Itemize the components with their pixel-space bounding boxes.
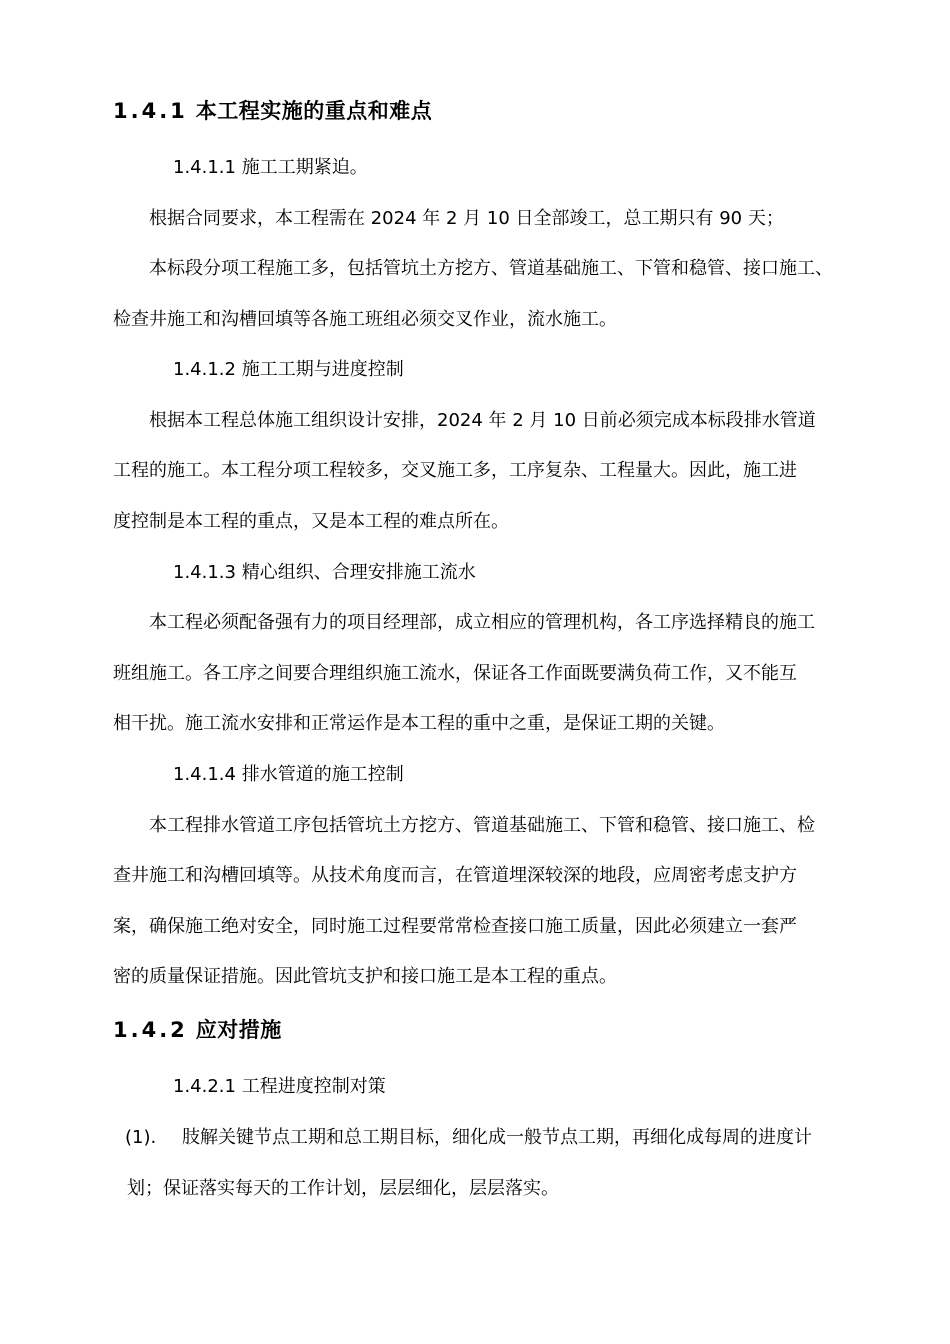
paragraph-line: 案，确保施工绝对安全，同时施工过程要常常检查接口施工质量，因此必须建立一套严 [113,916,797,937]
paragraph-line: 检查井施工和沟槽回填等各施工班组必须交叉作业，流水施工。 [113,309,617,330]
paragraph-line: 查井施工和沟槽回填等。从技术角度而言，在管道埋深较深的地段，应周密考虑支护方 [113,865,797,886]
list-marker: (1). [125,1127,157,1148]
subsection-heading-1-4-2-1: 1.4.2.1 工程进度控制对策 [173,1076,386,1097]
paragraph-line: 度控制是本工程的重点，又是本工程的难点所在。 [113,511,509,532]
subsection-heading-1-4-1-1: 1.4.1.1 施工工期紧迫。 [173,157,368,178]
section-title: 本工程实施的重点和难点 [195,99,433,123]
paragraph-line: 本工程必须配备强有力的项目经理部，成立相应的管理机构，各工序选择精良的施工 [149,612,815,633]
paragraph-line: 班组施工。各工序之间要合理组织施工流水，保证各工作面既要满负荷工作，又不能互 [113,663,797,684]
paragraph-line: 工程的施工。本工程分项工程较多，交叉施工多，工序复杂、工程量大。因此，施工进 [113,460,797,481]
section-number: 1.4.1 [113,99,188,123]
paragraph-line: 根据本工程总体施工组织设计安排，2024 年 2 月 10 日前必须完成本标段排水管道 [149,410,816,431]
paragraph-line: 相干扰。施工流水安排和正常运作是本工程的重中之重，是保证工期的关键。 [113,713,725,734]
section-heading-1-4-1 [113,97,432,125]
section-number: 1.4.2 [113,1018,188,1042]
paragraph-line: 根据合同要求，本工程需在 2024 年 2 月 10 日全部竣工，总工期只有 90 天； [149,208,784,229]
list-item-line: 肢解关键节点工期和总工期目标，细化成一般节点工期，再细化成每周的进度计 [182,1127,812,1148]
list-item-line: 划；保证落实每天的工作计划，层层细化，层层落实。 [127,1178,559,1199]
subsection-heading-1-4-1-2: 1.4.1.2 施工工期与进度控制 [173,359,404,380]
paragraph-line: 本工程排水管道工序包括管坑土方挖方、管道基础施工、下管和稳管、接口施工、检 [149,815,815,836]
section-heading-1-4-2 [113,1016,282,1044]
section-title: 应对措施 [195,1018,282,1042]
paragraph-line: 密的质量保证措施。因此管坑支护和接口施工是本工程的重点。 [113,966,617,987]
paragraph-line: 本标段分项工程施工多，包括管坑土方挖方、管道基础施工、下管和稳管、接口施工、 [149,258,833,279]
subsection-heading-1-4-1-3: 1.4.1.3 精心组织、合理安排施工流水 [173,562,476,583]
subsection-heading-1-4-1-4: 1.4.1.4 排水管道的施工控制 [173,764,404,785]
